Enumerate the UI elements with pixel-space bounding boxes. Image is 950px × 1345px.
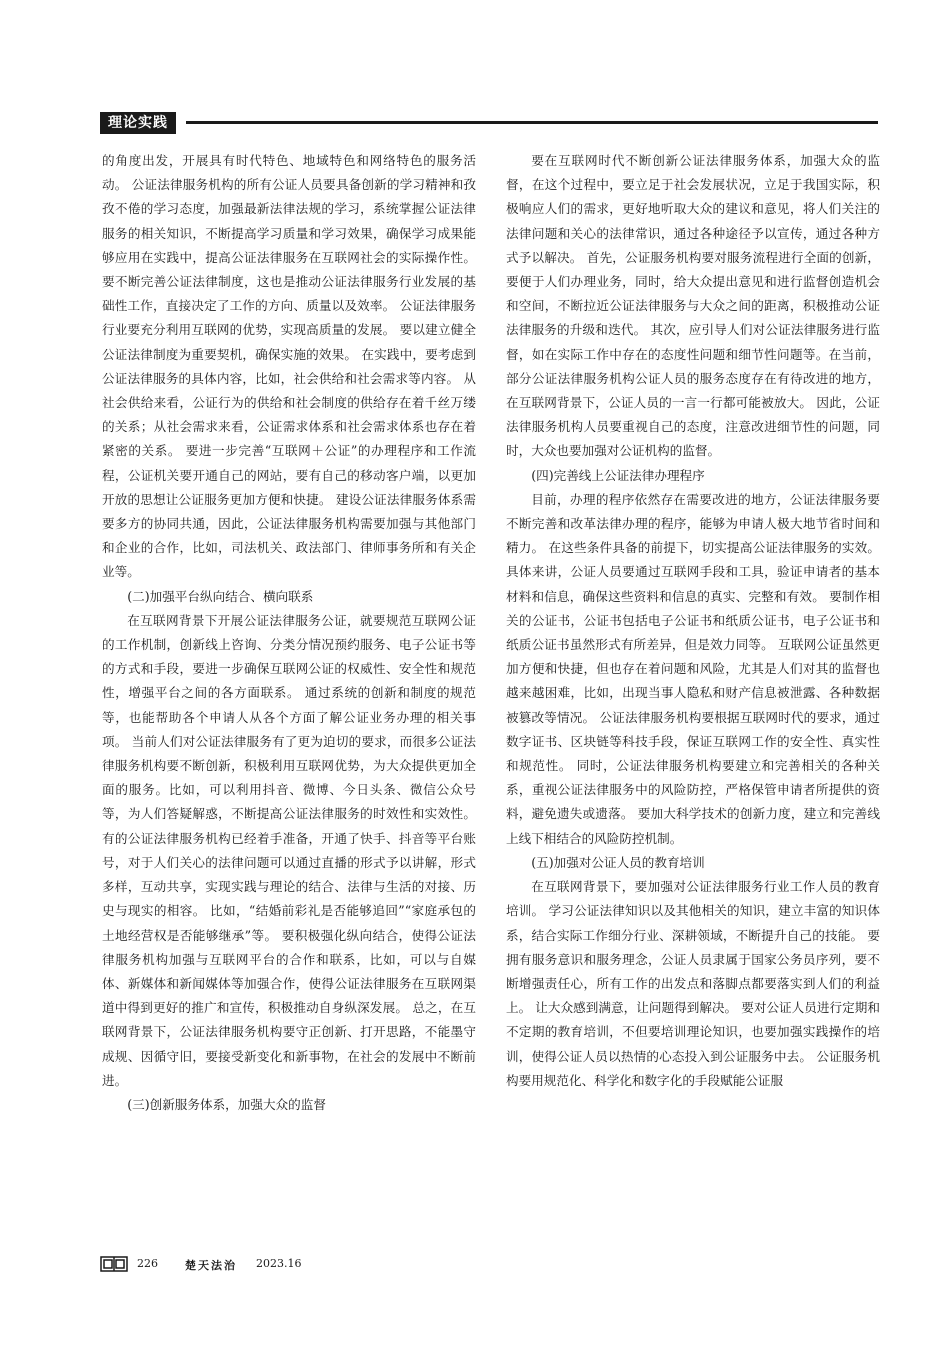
section-heading: (三)创新服务体系，加强大众的监督 [127, 1096, 326, 1112]
section-tag: 理论实践 [100, 112, 176, 134]
journal-name: 楚天法治 [185, 1259, 237, 1272]
right-column [506, 149, 880, 1093]
page-number: 226 [137, 1257, 158, 1270]
section-heading: (四)完善线上公证法律办理程序 [531, 467, 705, 483]
paragraph: 在互联网背景下，要加强对公证法律服务行业工作人员的教育培训。 学习公证法律知识以及其他相关的知识，建立丰富的知识体系，结合实际工作细分行业、深耕领域，不断提升自己的技能。 要拥有服务意识和服务理念，公证人员隶属于国家公务员序列，要不断增强责任心，所有工作的出发点和落脚点都要落实到人们的利益上。 让大众感到满意，让问题得到解决。 要对公证人员进行定期和不定期的教育培训，不但要培训理论知识，也要加强实践操作的培训，使得公证人员以热情的心态投入到公证服务中去。 公证服务机构要用规范化、科学化和数字化的手段赋能公证服 [506, 879, 880, 1088]
paragraph: 在互联网背景下开展公证法律服务公证，就要规范互联网公证的工作机制，创新线上咨询、分类分情况预约服务、电子公证书等的方式和手段，要进一步确保互联网公证的权威性、安全性和规范性，增强平台之间的各方面联系。 通过系统的创新和制度的规范等，也能帮助各个申请人从各个方面了解公证业务办理的相关事项。 当前人们对公证法律服务有了更为迫切的要求，而很多公证法律服务机构要不断创新，积极利用互联网优势，为大众提供更加全面的服务。比如，可以利用抖音、微博、今日头条、微信公众号等，为人们答疑解惑，不断提高公证法律服务的时效性和实效性。有的公证法律服务机构已经着手准备，开通了快手、抖音等平台账号，对于人们关心的法律问题可以通过直播的形式予以讲解，形式多样，互动共享，实现实践与理论的结合、法律与生活的对接、历史与现实的相容。 比如，“结婚前彩礼是否能够追回”“家庭承包的土地经营权是否能够继承”等。 要积极强化纵向结合，使得公证法律服务机构加强与互联网平台的合作和联系，比如，可以与自媒体、新媒体和新闻媒体等加强合作，使得公证法律服务在互联网渠道中得到更好的推广和宣传，积极推动自身纵深发展。 总之，在互联网背景下，公证法律服务机构要守正创新、打开思路，不能墨守成规、因循守旧，要接受新变化和新事物，在社会的发展中不断前进。 [102, 612, 476, 1088]
paragraph: 目前，办理的程序依然存在需要改进的地方，公证法律服务要不断完善和改革法律办理的程序，能够为申请人极大地节省时间和精力。 在这些条件具备的前提下，切实提高公证法律服务的实效。 具体来讲，公证人员要通过互联网手段和工具，验证申请者的基本材料和信息，确保这些资料和信息的真实、完整和有效。 要制作相关的公证书，公证书包括电子公证书和纸质公证书，电子公证书和纸质公证书虽然形式有所差异，但是效力同等。 互联网公证虽然更加方便和快捷，但也存在着问题和风险，尤其是人们对其的监督也越来越困难，比如，出现当事人隐私和财产信息被泄露、各种数据被篡改等情况。 公证法律服务机构要根据互联网时代的要求，通过数字证书、区块链等科技手段，保证互联网工作的安全性、真实性和规范性。 同时，公证法律服务机构要建立和完善相关的各种关系，重视公证法律服务中的风险防控，严格保管申请者所提供的资料，避免遗失或遗落。 要加大科学技术的创新力度，建立和完善线上线下相结合的风险防控机制。 [506, 491, 880, 846]
journal-logo-icon [100, 1256, 128, 1272]
header-rule [186, 121, 878, 124]
left-column [102, 149, 476, 1117]
paragraph: 要在互联网时代不断创新公证法律服务体系，加强大众的监督，在这个过程中，要立足于社会发展状况，立足于我国实际，积极响应人们的需求，更好地听取大众的建议和意见，将人们关注的法律问题和关心的法律常识，通过各种途径予以宣传，通过各种方式予以解决。 首先，公证服务机构要对服务流程进行全面的创新，要便于人们办理业务，同时，给大众提出意见和进行监督创造机会和空间，不断拉近公证法律服务与大众之间的距离，积极推动公证法律服务的升级和迭代。 其次，应引导人们对公证法律服务进行监督，如在实际工作中存在的态度性问题和细节性问题等。在当前，部分公证法律服务机构公证人员的服务态度存在有待改进的地方，在互联网背景下，公证人员的一言一行都可能被放大。 因此，公证法律服务机构人员要重视自己的态度，注意改进细节性的问题，同时，大众也要加强对公证机构的监督。 [506, 153, 880, 459]
section-heading: (二)加强平台纵向结合、横向联系 [127, 588, 314, 604]
issue-number: 2023.16 [256, 1257, 302, 1270]
section-header [100, 112, 878, 134]
section-heading: (五)加强对公证人员的教育培训 [531, 854, 705, 870]
paragraph: 的角度出发，开展具有时代特色、地域特色和网络特色的服务活动。 公证法律服务机构的所有公证人员要具备创新的学习精神和孜孜不倦的学习态度，加强最新法律法规的学习，系统掌握公证法律服务的相关知识，不断提高学习质量和学习效果，确保学习成果能够应用在实践中，提高公证法律服务在互联网社会的实际操作性。 要不断完善公证法律制度，这也是推动公证法律服务行业发展的基础性工作，直接决定了工作的方向、质量以及效率。 公证法律服务行业要充分利用互联网的优势，实现高质量的发展。 要以建立健全公证法律制度为重要契机，确保实施的效果。 在实践中，要考虑到公证法律服务的具体内容，比如，社会供给和社会需求等内容。 从社会供给来看，公证行为的供给和社会制度的供给存在着千丝万缕的关系；从社会需求来看，公证需求体系和社会需求体系也存在着紧密的关系。 要进一步完善“互联网＋公证”的办理程序和工作流程，公证机关要开通自己的网站，要有自己的移动客户端，以更加开放的思想让公证服务更加方便和快捷。 建设公证法律服务体系需要多方的协同共通，因此，公证法律服务机构需要加强与其他部门和企业的合作，比如，司法机关、政法部门、律师事务所和有关企业等。 [102, 153, 476, 580]
